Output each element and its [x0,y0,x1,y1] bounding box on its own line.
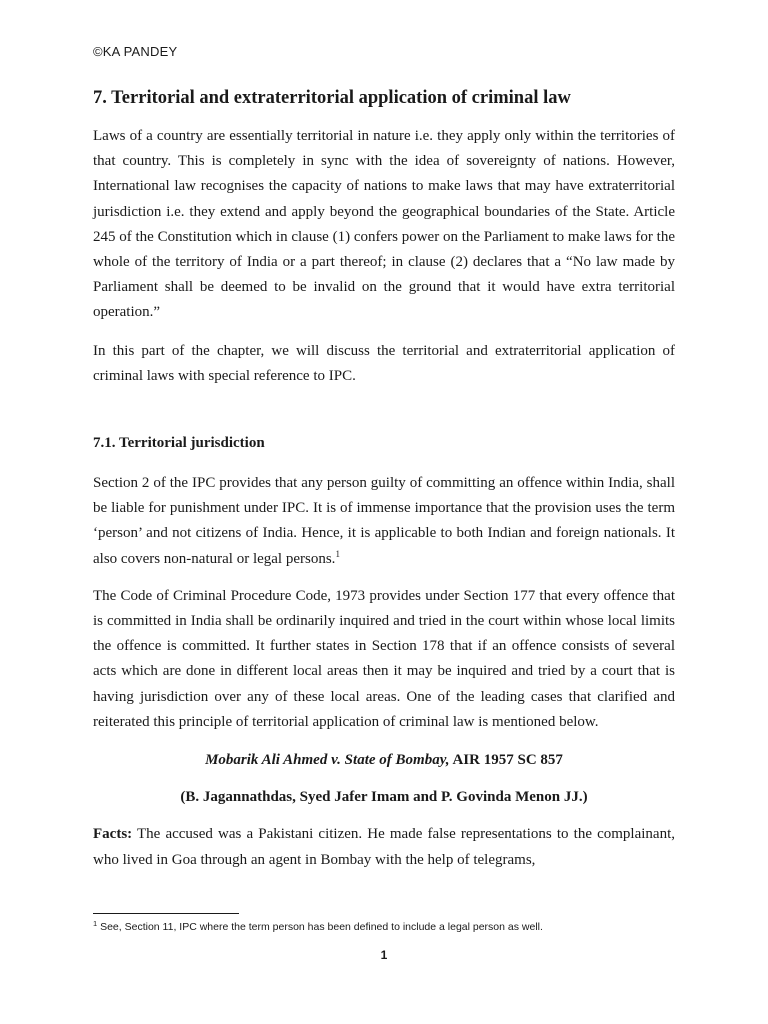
footnote-text: See, Section 11, IPC where the term person has been defined to include a legal person as well. [97,921,543,933]
section-heading: 7.1. Territorial jurisdiction [93,435,265,452]
page-number: 1 [380,948,388,962]
case-citation: AIR 1957 SC 857 [449,752,563,769]
page-body [93,86,675,873]
facts-text: The accused was a Pakistani citizen. He made false representations to the complainant, who lived in Goa through an agent in Bombay with the help of telegrams, [93,826,675,868]
section-paragraph-1 [93,471,675,572]
footnote-divider [93,913,239,914]
case-facts-paragraph [93,822,675,872]
footnote [93,920,693,934]
facts-label: Facts: [93,826,133,843]
case-bench: (B. Jagannathdas, Syed Jafer Imam and P. Govinda Menon JJ.) [180,789,588,806]
section-paragraph-1-text: Section 2 of the IPC provides that any person guilty of committing an offence within India, shall be liable for punishment under IPC. It is of immense importance that the provision uses the term ‘person’ and not citizens of India. Hence, it is applicable to both Indian and foreign nationals. It also covers non-natural or legal persons. [93,475,675,567]
intro-paragraph-2: In this part of the chapter, we will discuss the territorial and extraterritorial application of criminal laws with special reference to IPC. [93,342,675,384]
page-header-author: ©KA PANDEY [93,44,178,59]
footnote-reference[interactable]: 1 [335,548,340,559]
section-paragraph-2: The Code of Criminal Procedure Code, 1973 provides under Section 177 that every offence that is committed in India shall be ordinarily inquired and tried in the court within whose local limits the offence is committed. It further states in Section 178 that if an offence consists of several acts which are done in different local areas then it may be inquired and tried by a court that is having jurisdiction over any of these local areas. One of the leading cases that clarified and reiterated this principle of territorial application of criminal law is mentioned below. [93,587,675,730]
case-name: Mobarik Ali Ahmed v. State of Bombay, [205,752,450,769]
intro-paragraph-1: Laws of a country are essentially territorial in nature i.e. they apply only within the territories of that country. This is completely in sync with the idea of sovereignty of nations. However, International law recognises the capacity of nations to make laws that may have extraterritorial jurisdiction i.e. they extend and apply beyond the geographical boundaries of the State. Article 245 of the Constitution which in clause (1) confers power on the Parliament to make laws for the whole of the territory of India or a part thereof; in clause (2) declares that a “No law made by Parliament shall be deemed to be invalid on the ground that it would have extra territorial operation.” [93,128,675,321]
footnote-number: 1 [93,919,98,928]
chapter-title: 7. Territorial and extraterritorial application of criminal law [93,88,571,108]
case-title [93,748,675,773]
